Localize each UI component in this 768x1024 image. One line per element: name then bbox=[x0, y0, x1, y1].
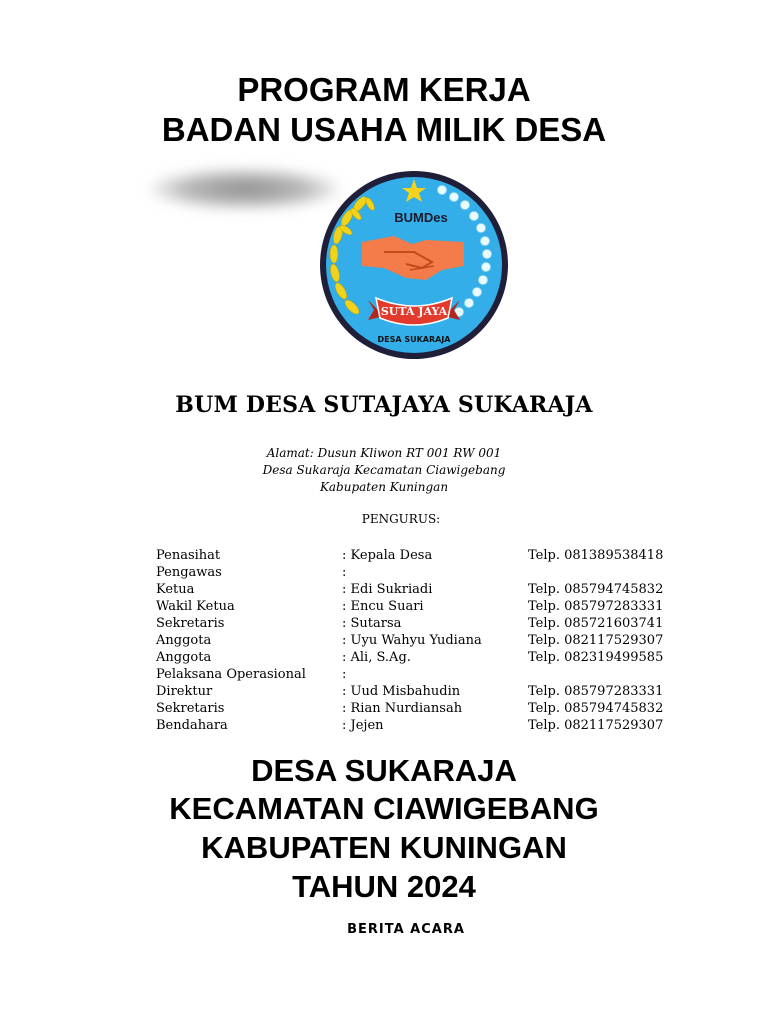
logo-top-text: BUMDes bbox=[394, 210, 448, 225]
pengurus-role: Ketua bbox=[156, 582, 195, 597]
pengurus-phone: Telp. 082117529307 bbox=[528, 718, 664, 733]
blurred-region bbox=[150, 168, 340, 210]
pengurus-row bbox=[156, 564, 696, 581]
pengurus-phone: Telp. 081389538418 bbox=[528, 548, 664, 563]
pengurus-phone: Telp. 085721603741 bbox=[528, 616, 664, 631]
pengurus-role: Direktur bbox=[156, 684, 213, 699]
address-line-1: Alamat: Dusun Kliwon RT 001 RW 001 bbox=[266, 446, 502, 460]
pengurus-name: : Kepala Desa bbox=[342, 548, 433, 563]
pengurus-name: : Ali, S.Ag. bbox=[342, 650, 411, 665]
logo-ribbon-text: SUTA JAYA bbox=[380, 305, 448, 318]
bumdes-logo bbox=[314, 170, 514, 360]
pengurus-role: Pelaksana Operasional bbox=[156, 667, 306, 682]
document-title-line-1: PROGRAM KERJA bbox=[237, 71, 531, 108]
pengurus-role: Anggota bbox=[156, 633, 212, 648]
address-line-3: Kabupaten Kuningan bbox=[319, 480, 449, 494]
pengurus-list bbox=[156, 547, 696, 734]
pengurus-role: Pengawas bbox=[156, 565, 222, 580]
closing-line-3: KABUPATEN KUNINGAN bbox=[201, 830, 567, 865]
pengurus-row bbox=[156, 649, 696, 666]
footer-label: BERITA ACARA bbox=[347, 922, 465, 937]
closing-line-2: KECAMATAN CIAWIGEBANG bbox=[169, 791, 599, 826]
pengurus-row bbox=[156, 683, 696, 700]
pengurus-phone: Telp. 082117529307 bbox=[528, 633, 664, 648]
pengurus-name: : Uyu Wahyu Yudiana bbox=[342, 633, 482, 648]
pengurus-name: : Edi Sukriadi bbox=[342, 582, 433, 597]
pengurus-name: : Encu Suari bbox=[342, 599, 424, 614]
pengurus-row bbox=[156, 632, 696, 649]
pengurus-row bbox=[156, 700, 696, 717]
closing-line-4: TAHUN 2024 bbox=[292, 869, 476, 904]
pengurus-phone: Telp. 085797283331 bbox=[528, 599, 664, 614]
pengurus-row bbox=[156, 717, 696, 734]
organization-name: BUM DESA SUTAJAYA SUKARAJA bbox=[175, 392, 593, 418]
pengurus-role: Sekretaris bbox=[156, 616, 225, 631]
pengurus-name: : Rian Nurdiansah bbox=[342, 701, 463, 716]
pengurus-phone: Telp. 085794745832 bbox=[528, 701, 664, 716]
pengurus-phone: Telp. 085797283331 bbox=[528, 684, 664, 699]
document-title-line-2: BADAN USAHA MILIK DESA bbox=[161, 111, 607, 148]
pengurus-row bbox=[156, 598, 696, 615]
pengurus-name: : Jejen bbox=[342, 718, 384, 733]
pengurus-role: Penasihat bbox=[156, 548, 221, 563]
pengurus-row bbox=[156, 581, 696, 598]
pengurus-phone: Telp. 082319499585 bbox=[528, 650, 664, 665]
pengurus-name: : bbox=[342, 565, 347, 580]
pengurus-role: Wakil Ketua bbox=[156, 599, 235, 614]
pengurus-phone: Telp. 085794745832 bbox=[528, 582, 664, 597]
pengurus-row bbox=[156, 666, 696, 683]
pengurus-name: : bbox=[342, 667, 347, 682]
pengurus-role: Sekretaris bbox=[156, 701, 225, 716]
closing-line-1: DESA SUKARAJA bbox=[251, 753, 517, 788]
pengurus-name: : Sutarsa bbox=[342, 616, 402, 631]
address-line-2: Desa Sukaraja Kecamatan Ciawigebang bbox=[262, 463, 506, 477]
pengurus-role: Bendahara bbox=[156, 718, 228, 733]
logo-bottom-text: DESA SUKARAJA bbox=[377, 335, 451, 344]
pengurus-name: : Uud Misbahudin bbox=[342, 684, 461, 699]
pengurus-heading: PENGURUS: bbox=[361, 512, 441, 526]
pengurus-role: Anggota bbox=[156, 650, 212, 665]
pengurus-row bbox=[156, 547, 696, 564]
pengurus-row bbox=[156, 615, 696, 632]
